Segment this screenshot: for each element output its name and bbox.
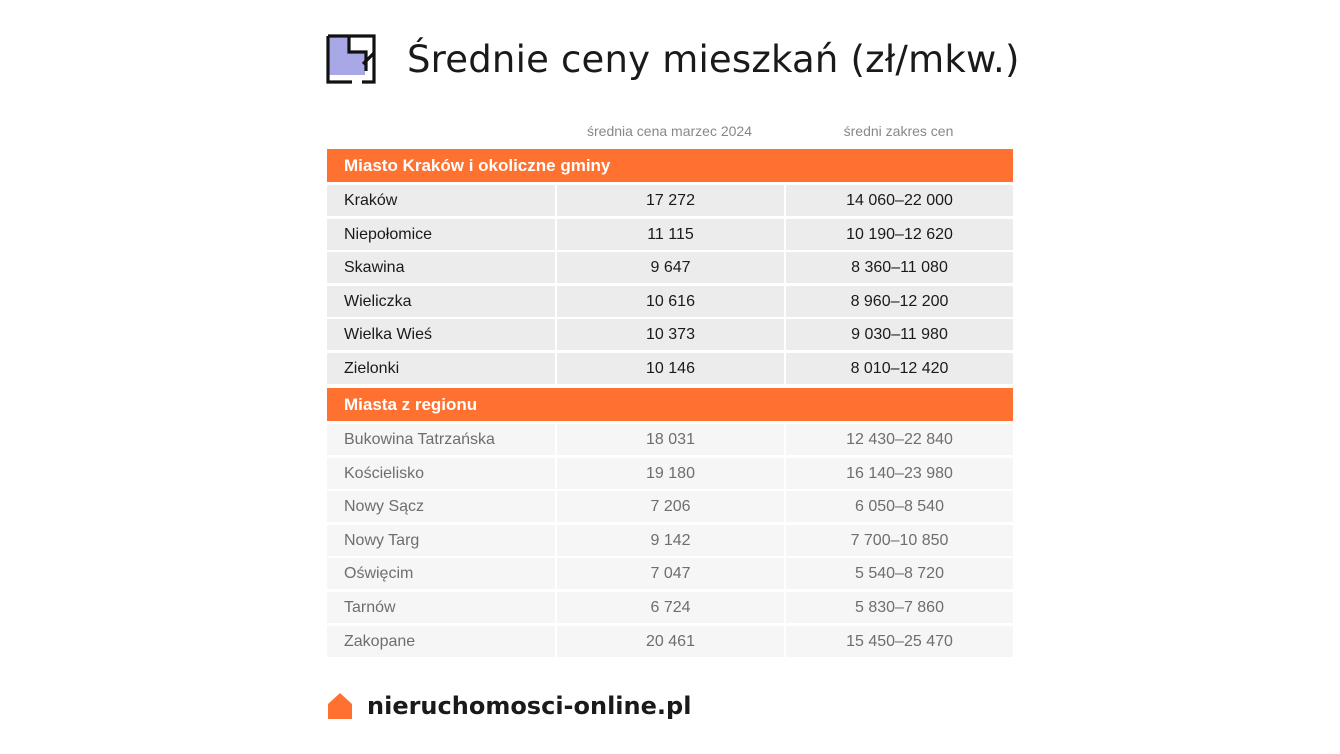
price-range-cell: 14 060–22 000 — [786, 185, 1013, 216]
avg-price-cell: 10 146 — [557, 353, 784, 384]
section-header-krakow: Miasto Kraków i okoliczne gminy — [327, 149, 1013, 182]
price-range-cell: 5 540–8 720 — [786, 558, 1013, 589]
avg-price-cell: 10 373 — [557, 319, 784, 350]
price-range-cell: 7 700–10 850 — [786, 525, 1013, 556]
city-name-cell: Tarnów — [327, 592, 555, 623]
table-row — [327, 424, 1013, 455]
avg-price-cell: 9 647 — [557, 252, 784, 283]
price-range-cell: 16 140–23 980 — [786, 458, 1013, 489]
column-header-avg: średnia cena marzec 2024 — [587, 122, 752, 139]
avg-price-cell: 9 142 — [557, 525, 784, 556]
avg-price-cell: 7 047 — [557, 558, 784, 589]
table-row — [327, 319, 1013, 350]
price-range-cell: 8 010–12 420 — [786, 353, 1013, 384]
city-name-cell: Wielka Wieś — [327, 319, 555, 350]
avg-price-cell: 17 272 — [557, 185, 784, 216]
price-table — [327, 116, 1013, 659]
table-row — [327, 558, 1013, 589]
table-row — [327, 458, 1013, 489]
price-range-cell: 8 960–12 200 — [786, 286, 1013, 317]
avg-price-cell: 20 461 — [557, 626, 784, 657]
city-name-cell: Nowy Sącz — [327, 491, 555, 522]
city-name-cell: Skawina — [327, 252, 555, 283]
table-row — [327, 252, 1013, 283]
footer-brand — [327, 688, 691, 724]
city-name-cell: Nowy Targ — [327, 525, 555, 556]
brand-name: nieruchomosci-online.pl — [367, 692, 692, 720]
avg-price-cell: 19 180 — [557, 458, 784, 489]
section-header-region: Miasta z regionu — [327, 388, 1013, 421]
house-icon — [327, 692, 353, 720]
section-rows-krakow — [327, 185, 1013, 384]
price-range-cell: 12 430–22 840 — [786, 424, 1013, 455]
price-range-cell: 10 190–12 620 — [786, 219, 1013, 250]
price-range-cell: 5 830–7 860 — [786, 592, 1013, 623]
city-name-cell: Oświęcim — [327, 558, 555, 589]
table-row — [327, 491, 1013, 522]
avg-price-cell: 7 206 — [557, 491, 784, 522]
page-header — [325, 32, 1020, 86]
table-row — [327, 185, 1013, 216]
floorplan-logo-icon — [325, 33, 377, 85]
column-header-range: średni zakres cen — [843, 122, 954, 139]
avg-price-cell: 11 115 — [557, 219, 784, 250]
city-name-cell: Niepołomice — [327, 219, 555, 250]
city-name-cell: Wieliczka — [327, 286, 555, 317]
table-row — [327, 592, 1013, 623]
page-title: Średnie ceny mieszkań (zł/mkw.) — [407, 37, 1020, 81]
price-range-cell: 9 030–11 980 — [786, 319, 1013, 350]
price-range-cell: 8 360–11 080 — [786, 252, 1013, 283]
city-name-cell: Bukowina Tatrzańska — [327, 424, 555, 455]
city-name-cell: Zielonki — [327, 353, 555, 384]
price-range-cell: 6 050–8 540 — [786, 491, 1013, 522]
avg-price-cell: 6 724 — [557, 592, 784, 623]
column-headers — [327, 116, 1013, 145]
avg-price-cell: 10 616 — [557, 286, 784, 317]
table-row — [327, 219, 1013, 250]
table-row — [327, 286, 1013, 317]
city-name-cell: Zakopane — [327, 626, 555, 657]
table-row — [327, 525, 1013, 556]
table-row — [327, 626, 1013, 657]
city-name-cell: Kraków — [327, 185, 555, 216]
city-name-cell: Kościelisko — [327, 458, 555, 489]
section-rows-region — [327, 424, 1013, 657]
avg-price-cell: 18 031 — [557, 424, 784, 455]
table-row — [327, 353, 1013, 384]
price-range-cell: 15 450–25 470 — [786, 626, 1013, 657]
